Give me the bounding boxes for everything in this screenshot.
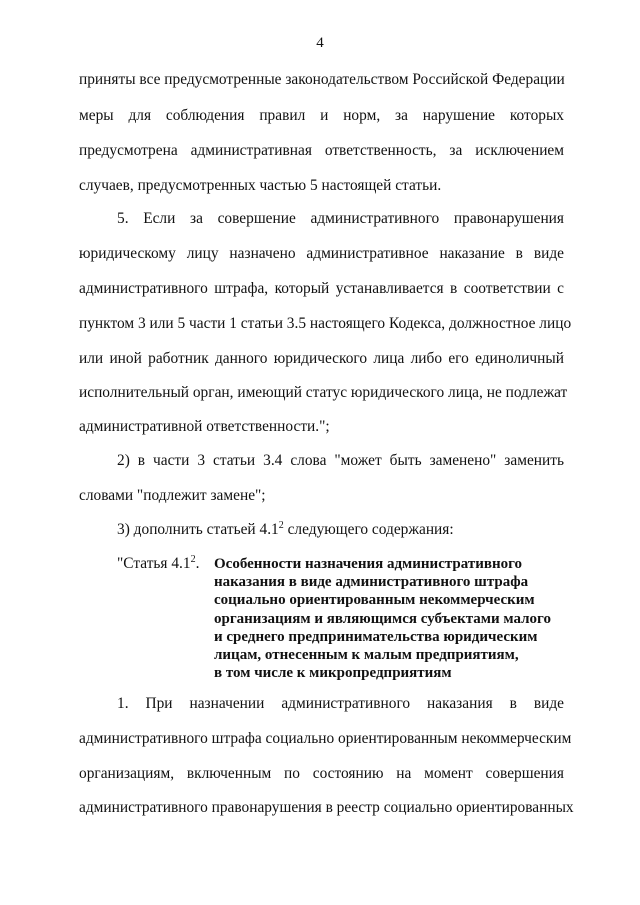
superscript: 2 [190, 554, 196, 565]
text-fragment: 3) дополнить статьей 4.1 [117, 521, 279, 538]
article-title-line: социально ориентированным некоммерческим [214, 592, 535, 609]
text-line: меры для соблюдения правил и норм, за нарушение которых [79, 107, 564, 124]
text-line: 5. Если за совершение административного правонарушения [117, 210, 564, 227]
text-line: 1. При назначении административного наказания в виде [117, 695, 564, 712]
text-line: административного штрафа, который устанавливается в соответствии с [79, 280, 564, 297]
text-line: предусмотрена административная ответственность, за исключением [79, 142, 564, 159]
article-title [214, 555, 574, 682]
text-line: организациям, включенным по состоянию на момент совершения [79, 765, 564, 782]
text-line: исполнительный орган, имеющий статус юридического лица, не подлежат [79, 384, 568, 401]
article-title-line: организациям и являющимся субъектами малого [214, 610, 551, 627]
page-number: 4 [316, 35, 324, 51]
text-line: или иной работник данного юридического лица либо его единоличный [79, 350, 564, 367]
text-fragment: "Статья 4.1 [117, 555, 191, 572]
text-fragment: . [195, 555, 200, 572]
text-line: 2) в части 3 статьи 3.4 слова "может быть заменено" заменить [117, 452, 564, 469]
article-title-line: в том числе к микропредприятиям [214, 665, 452, 682]
text-line: административного правонарушения в реестр социально ориентированных [79, 799, 574, 816]
text-line [117, 521, 564, 539]
superscript: 2 [278, 520, 284, 531]
text-line: пунктом 3 или 5 части 1 статьи 3.5 настоящего Кодекса, должностное лицо [79, 315, 572, 332]
text-line: юридическому лицу назначено административное наказание в виде [79, 245, 564, 262]
text-line: административного штрафа социально ориентированным некоммерческим [79, 730, 572, 747]
article-title-line: наказания в виде административного штрафа [214, 574, 529, 591]
text-line: приняты все предусмотренные законодательством Российской Федерации [79, 71, 565, 88]
text-line: словами "подлежит замене"; [79, 487, 266, 504]
text-line: случаев, предусмотренных частью 5 настоящей статьи. [79, 177, 442, 194]
text-fragment: следующего содержания: [283, 521, 454, 538]
article-title-line: Особенности назначения административного [214, 556, 523, 572]
article-title-line: лицам, отнесенным к малым предприятиям, [214, 647, 519, 664]
article-label [117, 555, 199, 573]
article-title-line: и среднего предпринимательства юридическим [214, 628, 538, 645]
text-line: административной ответственности."; [79, 418, 330, 435]
